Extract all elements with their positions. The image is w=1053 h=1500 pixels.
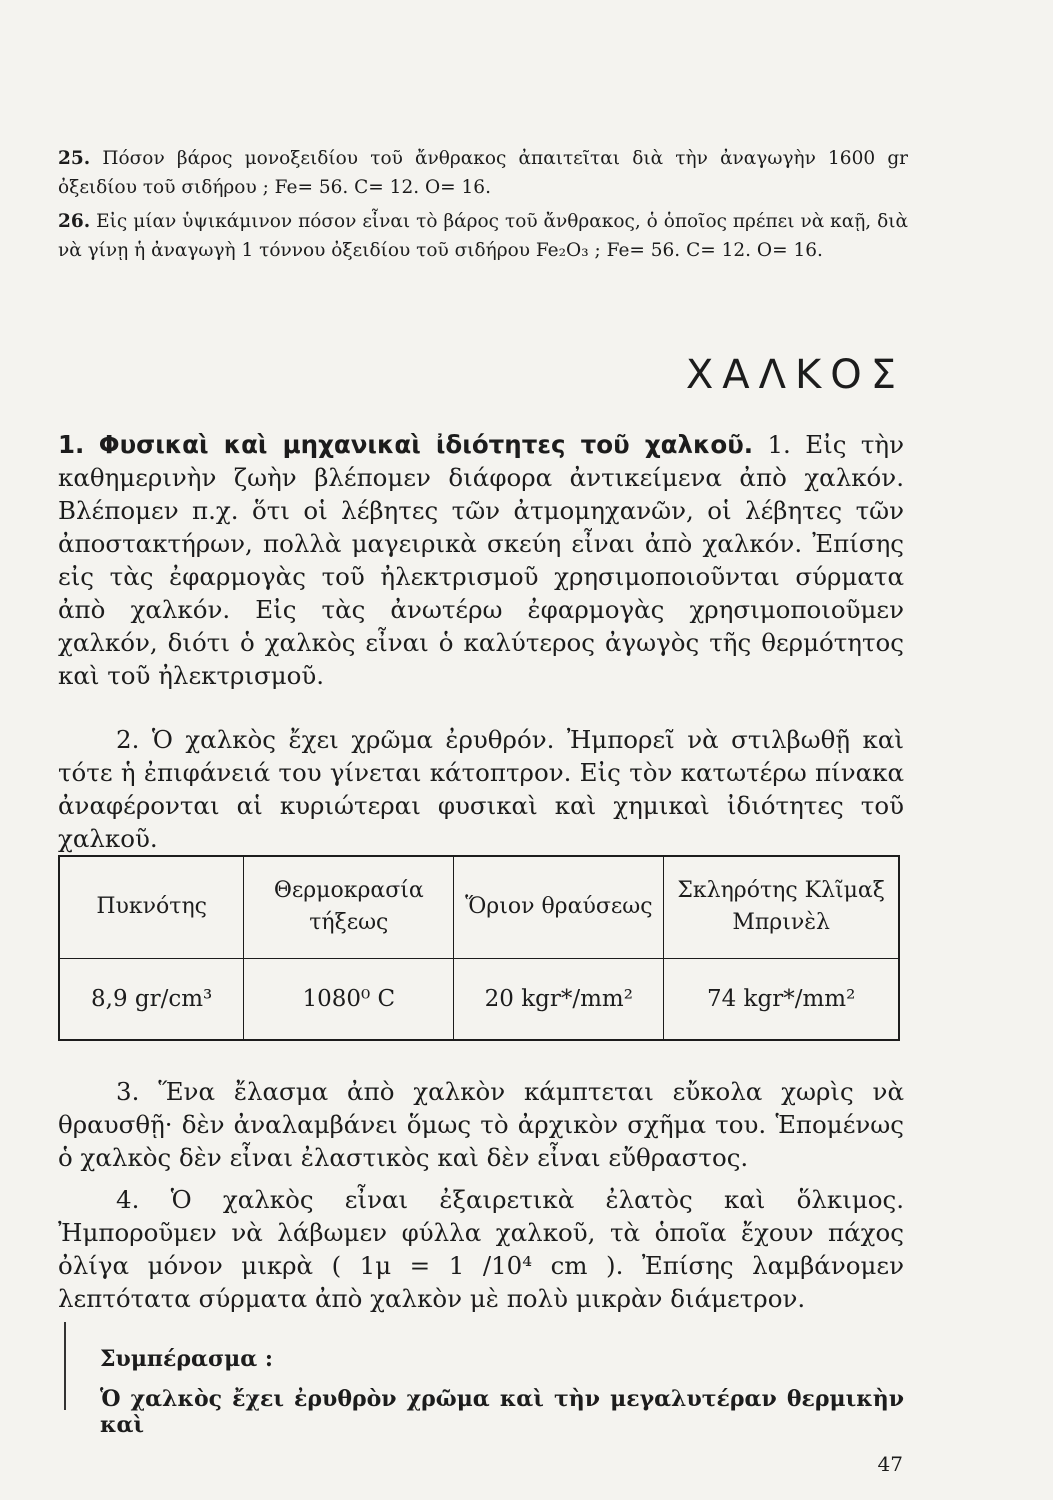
header-breaking-limit: Ὅριον θραύσεως: [454, 856, 664, 958]
cell-hardness: 74 kgr*/mm²: [664, 958, 899, 1040]
header-density: Πυκνότης: [59, 856, 244, 958]
paragraph-4: 4. Ὁ χαλκὸς εἶναι ἐξαιρετικὰ ἐλατὸς καὶ ὅλκιμος. Ἠμποροῦμεν νὰ λάβωμεν φύλλα χαλκοῦ, τὰ ὁποῖα ἔχουν πάχος ὀλίγα μόνον μικρὰ ( 1μ = 1 /10⁴ cm ). Ἐπίσης λαμβάνομεν λεπτότατα σύρματα ἀπὸ χαλκὸν μὲ πολὺ μικρὰν διάμετρον.: [58, 1185, 904, 1313]
exercise-number: 26.: [58, 211, 91, 232]
page-number: 47: [877, 1452, 903, 1476]
conclusion-text: Ὁ χαλκὸς ἔχει ἐρυθρὸν χρῶμα καὶ τὴν μεγαλυτέραν θερμικὴν καὶ: [100, 1386, 904, 1438]
cell-density: 8,9 gr/cm³: [59, 958, 244, 1040]
paragraph-2: 2. Ὁ χαλκὸς ἔχει χρῶμα ἐρυθρόν. Ἠμπορεῖ νὰ στιλβωθῇ καὶ τότε ἡ ἐπιφάνειά του γίνεται κάτοπτρον. Εἰς τὸν κατωτέρω πίνακα ἀναφέρονται αἱ κυριώτεραι φυσικαὶ καὶ χημικαὶ ἰδιότητες τοῦ χαλκοῦ.: [58, 725, 904, 853]
table-header-row: [59, 856, 899, 958]
section-text: 1. Εἰς τὴν καθημερινὴν ζωὴν βλέπομεν διάφορα ἀντικείμενα ἀπὸ χαλκόν. Βλέπομεν π.χ. ὅτι οἱ λέβητες τῶν ἀτμομηχανῶν, οἱ λέβητες τῶν ἀποστακτήρων, πολλὰ μαγειρικὰ σκεύη εἶναι ἀπὸ χαλκόν. Ἐπίσης εἰς τὰς ἐφαρμογὰς τοῦ ἠλεκτρισμοῦ χρησιμοποιοῦνται σύρματα ἀπὸ χαλκόν. Εἰς τὰς ἀνωτέρω ἐφαρμογὰς χρησιμοποιοῦμεν χαλκόν, διότι ὁ χαλκὸς εἶναι ὁ καλύτερος ἀγωγὸς τῆς θερμότητος καὶ τοῦ ἠλεκτρισμοῦ.: [58, 430, 904, 690]
chapter-title: ΧΑΛΚΟΣ: [685, 352, 905, 398]
header-hardness: Σκληρότης Κλῖμαξ Μπρινὲλ: [664, 856, 899, 958]
exercise-text: Εἰς μίαν ὑψικάμινον πόσον εἶναι τὸ βάρος τοῦ ἄνθρακος, ὁ ὁποῖος πρέπει νὰ καῇ, διὰ νὰ γίνῃ ἡ ἀναγωγὴ 1 τόννου ὀξειδίου τοῦ σιδήρου Fe₂O₃ ; Fe= 56. C= 12. O= 16.: [58, 211, 908, 261]
section-title: Φυσικαὶ καὶ μηχανικαὶ ἰδιότητες τοῦ χαλκοῦ.: [98, 430, 754, 459]
margin-bar: [64, 1322, 66, 1410]
exercise-text: Πόσον βάρος μονοξειδίου τοῦ ἄνθρακος ἀπαιτεῖται διὰ τὴν ἀναγωγὴν 1600 gr ὀξειδίου τοῦ σιδήρου ; Fe= 56. C= 12. O= 16.: [58, 148, 909, 198]
exercise-number: 25.: [58, 148, 91, 169]
section-1: [58, 428, 904, 692]
table-row: [59, 958, 899, 1040]
copper-properties-table: [58, 855, 900, 1041]
conclusion-title: Συμπέρασμα :: [100, 1346, 273, 1372]
section-number: 1.: [58, 430, 85, 459]
cell-breaking-limit: 20 kgr*/mm²: [454, 958, 664, 1040]
header-melting-point: Θερμοκρασία τήξεως: [244, 856, 454, 958]
exercise-25: [58, 144, 908, 202]
paragraph-3: 3. Ἕνα ἔλασμα ἀπὸ χαλκὸν κάμπτεται εὔκολα χωρὶς νὰ θραυσθῇ· δὲν ἀναλαμβάνει ὅμως τὸ ἀρχικὸν σχῆμα του. Ἑπομένως ὁ χαλκὸς δὲν εἶναι ἐλαστικὸς καὶ δὲν εἶναι εὔθραστος.: [58, 1077, 904, 1172]
cell-melting-point: 1080⁰ C: [244, 958, 454, 1040]
exercise-26: [58, 207, 908, 265]
